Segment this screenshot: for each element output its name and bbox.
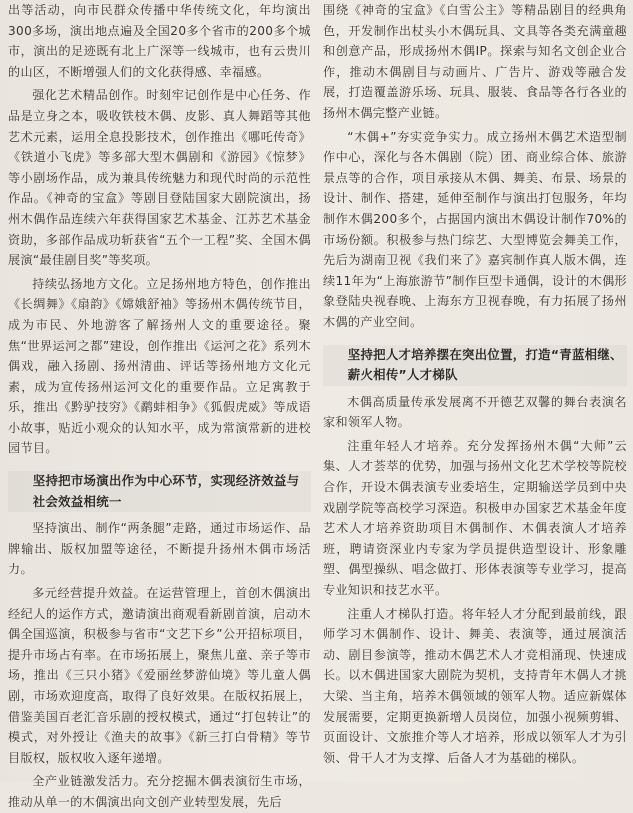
- paragraph-industry-chain: 全产业链激发活力。充分挖掘木偶表演衍生市场，推动从单一的木偶演出向文创产业转型发展，先后: [8, 774, 311, 809]
- paragraph-local-culture: 持续弘扬地方文化。立足扬州地方特色，创作推出《长绸舞》《扇韵》《嫦娥舒袖》等扬州木偶传统节目，成为市民、外地游客了解扬州人文的重要途径。聚焦“世界运河之都”建设，创作推出《运河之花》系列木偶戏，融入扬剧、扬州清曲、评话等扬州地方文化元素，成为宣传扬州运河文化的重要作品。立足寓教于乐，推出《黔驴技穷》《鹬蚌相争》《狐假虎威》等成语小故事，贴近小观众的认知水平，成为常演常新的进校园节目。: [8, 276, 311, 456]
- paragraph-art-creation: 强化艺术精品创作。时刻牢记创作是中心任务、作品是立身之本，吸收铁枝木偶、皮影、真人舞蹈等其他艺术元素，运用全息投影技术，创作推出《哪吒传奇》《铁道小飞虎》等多部大型木偶剧和《游园》《惊梦》等小剧场作品，成为兼具传统魅力和现代时尚的示范性作品。《神奇的宝盒》等剧目登陆国家大剧院演出，扬州木偶作品连续六年获得国家艺术基金、江苏艺术基金资助，多部作品成功斩获省“五个一工程”奖、全国木偶展演“最佳剧目奖”等奖项。: [8, 88, 311, 268]
- paragraph-diversified-operation: 多元经营提升效益。在运营管理上，首创木偶演出经纪人的运作方式，邀请演出商观看新剧首演，启动木偶全国巡演，积极参与省市“文艺下乡”公开招标项目，提升市场占有率。在市场拓展上，聚焦儿童、亲子等市场，推出《三只小猪》《爱丽丝梦游仙境》等儿童人偶剧，市场欢迎度高，取得了良好效果。在版权拓展上，借鉴美国百老汇音乐剧的授权模式，通过“打包转让”的模式，对外授让《渔夫的故事》《新三打白骨精》等节目版权，版权收入逐年递增。: [8, 586, 311, 765]
- paragraph-puppet-plus: “木偶+”夯实竞争实力。成立扬州木偶艺术造型制作中心，深化与各木偶剧（院）团、商业综合体、旅游景点等的合作，项目承接从木偶、舞美、布景、场景的设计、制作、搭建，延伸至制作与演出打包服务，年均制作木偶200多个，占据国内演出木偶设计制作70%的市场份额。积极参与热门综艺、大型博览会舞美工作，先后为湖南卫视《我们来了》嘉宾制作真人版木偶，连续11年为“上海旅游节”制作巨型卡通偶，设计的木偶形象登陆央视春晚、上海东方卫视春晚，有力拓展了扬州木偶的产业空间。: [323, 129, 627, 329]
- paragraph-performance-reach: 出等活动，向市民群众传播中华传统文化，年均演出300多场，演出地点遍及全国20多个省市的200多个城市，演出的足迹既有北上广深等一线城市，也有云贵川的山区，不断增强人们的文化获得感、幸福感。: [8, 3, 311, 79]
- left-column: [8, 0, 311, 813]
- paragraph-young-talent: 注重年轻人才培养。充分发挥扬州木偶“大师”云集、人才荟萃的优势，加强与扬州文化艺术学校等院校合作，开设木偶表演专业委培生，定期输送学员到中央戏剧学院等高校学习深造。积极申办国家艺术基金年度艺术人才培养资助项目木偶制作、木偶表演人才培养班，聘请资深业内专家为学员提供造型设计、形象雕塑、偶型操纵、唱念做打、形体表演等专业学习，提高专业知识和技艺水平。: [323, 438, 627, 598]
- right-column: [323, 0, 627, 768]
- section-heading-market: 坚持把市场演出作为中心环节，实现经济效益与社会效益相统一: [8, 471, 311, 512]
- paragraph-talent-echelon: 注重人才梯队打造。将年轻人才分配到最前线，跟师学习木偶制作、设计、舞美、表演等，通过展演活动、剧目参演等，推动木偶艺术人才竞相涌现、快速成长。以木偶进国家大剧院为契机，支持青年木偶人才挑大梁、当主角，培养木偶领域的领军人物。适应新媒体发展需要，定期更换新增人员岗位，加强小视频剪辑、页面设计、文旅推介等人才培养，形成以领军人才为引领、骨干人才为支撑、后备人才为基础的梯队。: [323, 606, 627, 765]
- paragraph-talent-intro: 木偶高质量传承发展离不开德艺双馨的舞台表演名家和领军人物。: [323, 394, 627, 430]
- section-heading-talent: 坚持把人才培养摆在突出位置，打造“青蓝相继、薪火相传”人才梯队: [323, 345, 627, 386]
- paragraph-ip-products: 围绕《神奇的宝盒》《白雪公主》等精品剧目的经典角色，开发制作出杖头小木偶玩具、文具等各类充满童趣和创意产品，形成扬州木偶IP。探索与知名文创企业合作，推动木偶剧目与动画片、广告片、游戏等融合发展，打造覆盖游乐场、玩具、服装、食品等各行各业的扬州木偶完整产业链。: [323, 3, 627, 120]
- paragraph-two-legs: 坚持演出、制作“两条腿”走路，通过市场运作、品牌输出、版权加盟等途径，不断提升扬州木偶市场活力。: [8, 521, 311, 577]
